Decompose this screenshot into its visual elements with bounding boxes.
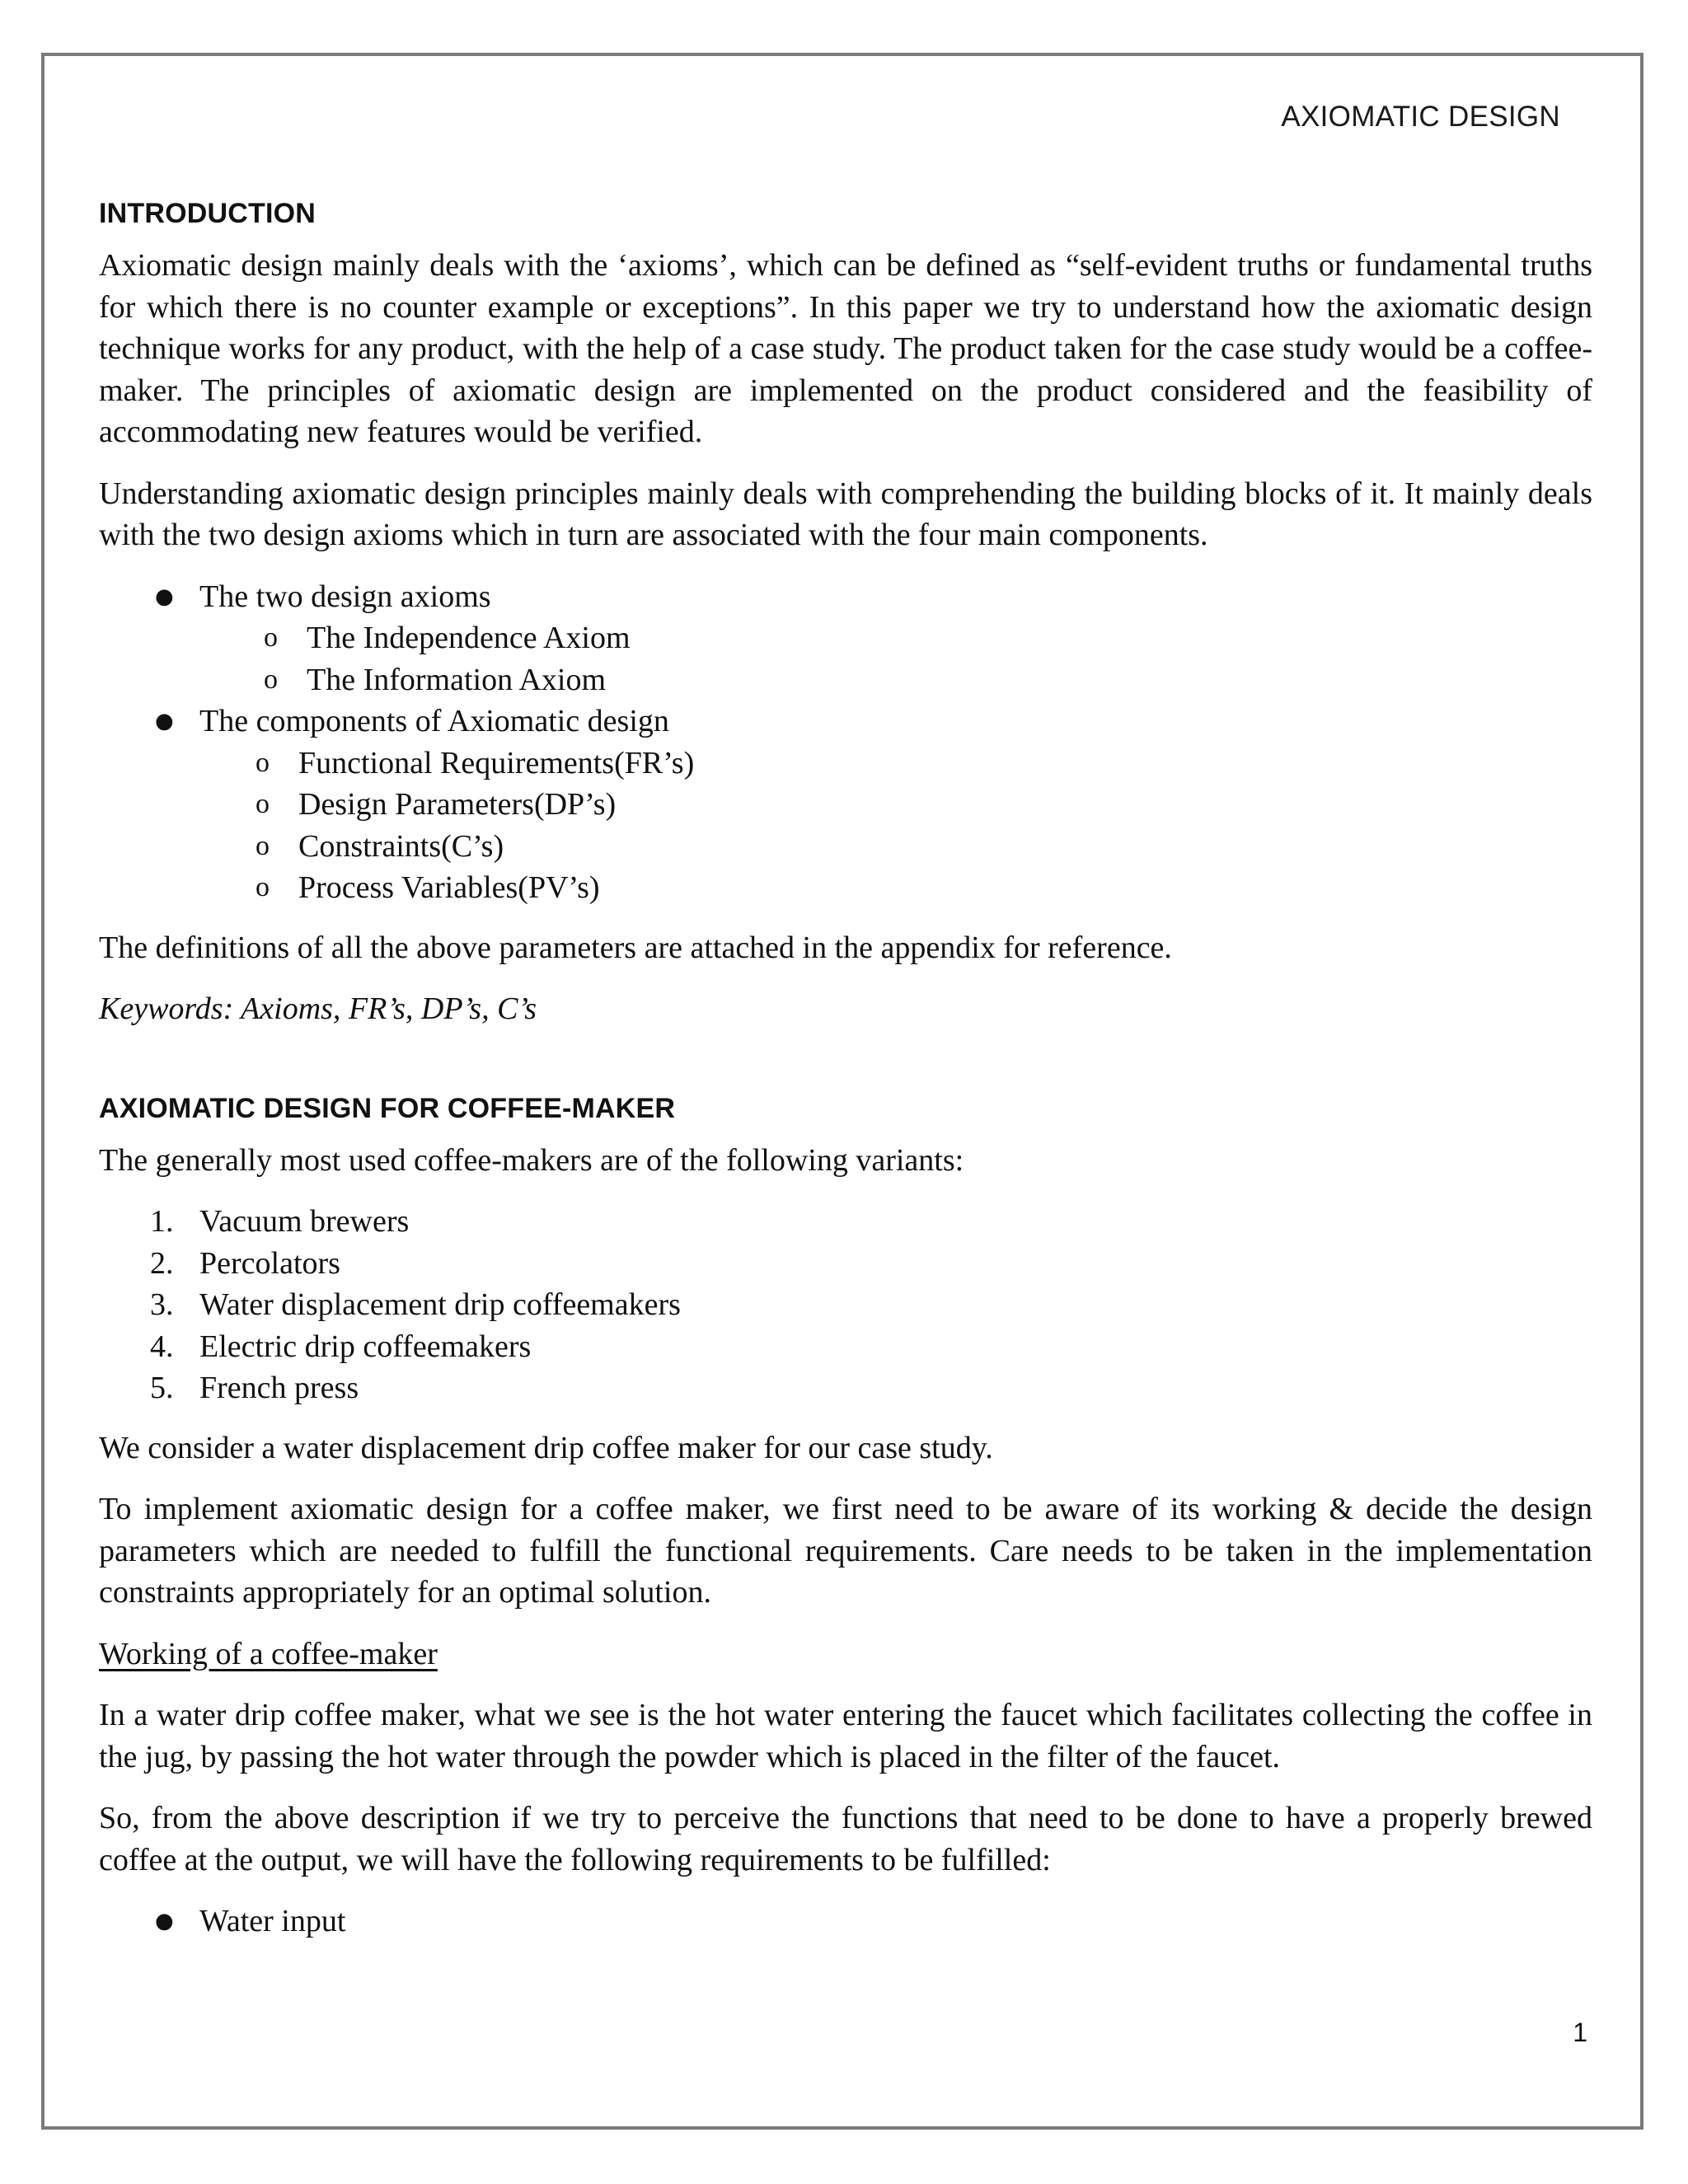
- bullet-icon: ●: [155, 709, 174, 733]
- list-item-label: French press: [199, 1371, 359, 1405]
- variants-list: [99, 1201, 1592, 1409]
- working-paragraph: In a water drip coffee maker, what we see is the hot water entering the faucet which facilitates collecting the coffee in the jug, by passing the hot water through the powder which is placed in the filter of the faucet.: [99, 1698, 1592, 1774]
- circle-bullet-icon: o: [256, 830, 270, 861]
- list-item: [199, 617, 1592, 659]
- keywords: Keywords: Axioms, FR’s, DP’s, C’s: [99, 991, 537, 1026]
- list-number: 3.: [150, 1287, 174, 1322]
- list-number: 4.: [150, 1329, 174, 1364]
- list-item: [99, 1243, 1592, 1285]
- definitions-note: The definitions of all the above parameters are attached in the appendix for reference.: [99, 930, 1172, 965]
- case-study-note: We consider a water displacement drip coffee maker for our case study.: [99, 1430, 993, 1465]
- list-item-label: Functional Requirements(FR’s): [298, 745, 695, 780]
- list-item: [199, 867, 1592, 909]
- intro-paragraph-2: Understanding axiomatic design principles mainly deals with comprehending the building blocks of it. It mainly deals with the two design axioms which in turn are associated with the four main components.: [99, 476, 1592, 552]
- list-item: [99, 1367, 1592, 1409]
- list-item-label: Constraints(C’s): [298, 828, 504, 864]
- implementation-paragraph: To implement axiomatic design for a coffee maker, we first need to be aware of its working & decide the design parameters which are needed to fulfill the functional requirements. Care needs to be taken in the implementation constraints appropriately for an optimal solution.: [99, 1492, 1592, 1610]
- list-number: 1.: [150, 1204, 174, 1239]
- coffee-maker-heading: AXIOMATIC DESIGN FOR COFFEE-MAKER: [99, 1092, 676, 1124]
- list-item: [99, 1326, 1592, 1368]
- list-item: [99, 701, 1592, 909]
- list-item-label: The Independence Axiom: [307, 621, 631, 655]
- intro-paragraph-1: Axiomatic design mainly deals with the ‘axioms’, which can be defined as “self-evident truths or fundamental truths for which there is no counter example or exceptions”. In this paper we try to understand how the axiomatic design technique works for any product, with the help of a case study. The product taken for the case study would be a coffee-maker. The principles of axiomatic design are implemented on the product considered and the feasibility of accommodating new features would be verified.: [99, 248, 1592, 449]
- list-item: [99, 1900, 1592, 1943]
- list-number: 2.: [150, 1245, 174, 1281]
- introduction-heading: INTRODUCTION: [99, 198, 316, 229]
- axiom-components-list: [99, 576, 1592, 909]
- circle-bullet-icon: o: [256, 747, 270, 778]
- list-item: [99, 576, 1592, 701]
- list-item: [199, 659, 1592, 701]
- list-item-label: The two design axioms: [199, 579, 491, 614]
- section-spacer: [99, 1050, 1592, 1093]
- list-item-label: Design Parameters(DP’s): [298, 787, 617, 822]
- list-item: [199, 743, 1592, 785]
- list-item-label: Water input: [199, 1904, 346, 1938]
- requirements-paragraph: So, from the above description if we try to perceive the functions that need to be done to have a properly brewed coffee at the output, we will have the following requirements to be fulfilled:: [99, 1801, 1592, 1877]
- circle-bullet-icon: o: [264, 622, 278, 653]
- bullet-icon: ●: [155, 583, 174, 609]
- axioms-sublist: [199, 617, 1592, 701]
- circle-bullet-icon: o: [256, 789, 270, 819]
- list-item-label: Process Variables(PV’s): [298, 870, 600, 905]
- list-item: [199, 784, 1592, 826]
- list-item-label: Vacuum brewers: [199, 1204, 410, 1239]
- list-item: [99, 1201, 1592, 1243]
- list-item-label: Percolators: [199, 1245, 340, 1281]
- working-subheading: Working of a coffee-maker: [99, 1636, 438, 1671]
- circle-bullet-icon: o: [256, 872, 270, 902]
- document-body: [99, 198, 1592, 1961]
- requirements-list: [99, 1900, 1592, 1943]
- list-item: [199, 826, 1592, 868]
- list-item: [99, 1284, 1592, 1326]
- bullet-icon: ●: [155, 1909, 174, 1933]
- circle-bullet-icon: o: [264, 663, 278, 695]
- running-header: AXIOMATIC DESIGN: [1281, 101, 1560, 133]
- list-item-label: The Information Axiom: [307, 662, 607, 697]
- list-item-label: Water displacement drip coffeemakers: [199, 1287, 681, 1322]
- list-item-label: The components of Axiomatic design: [199, 704, 669, 738]
- list-number: 5.: [150, 1371, 174, 1405]
- components-sublist: [199, 743, 1592, 909]
- variants-lead: The generally most used coffee-makers are of the following variants:: [99, 1142, 964, 1178]
- page-number: 1: [1573, 2018, 1587, 2047]
- list-item-label: Electric drip coffeemakers: [199, 1329, 532, 1364]
